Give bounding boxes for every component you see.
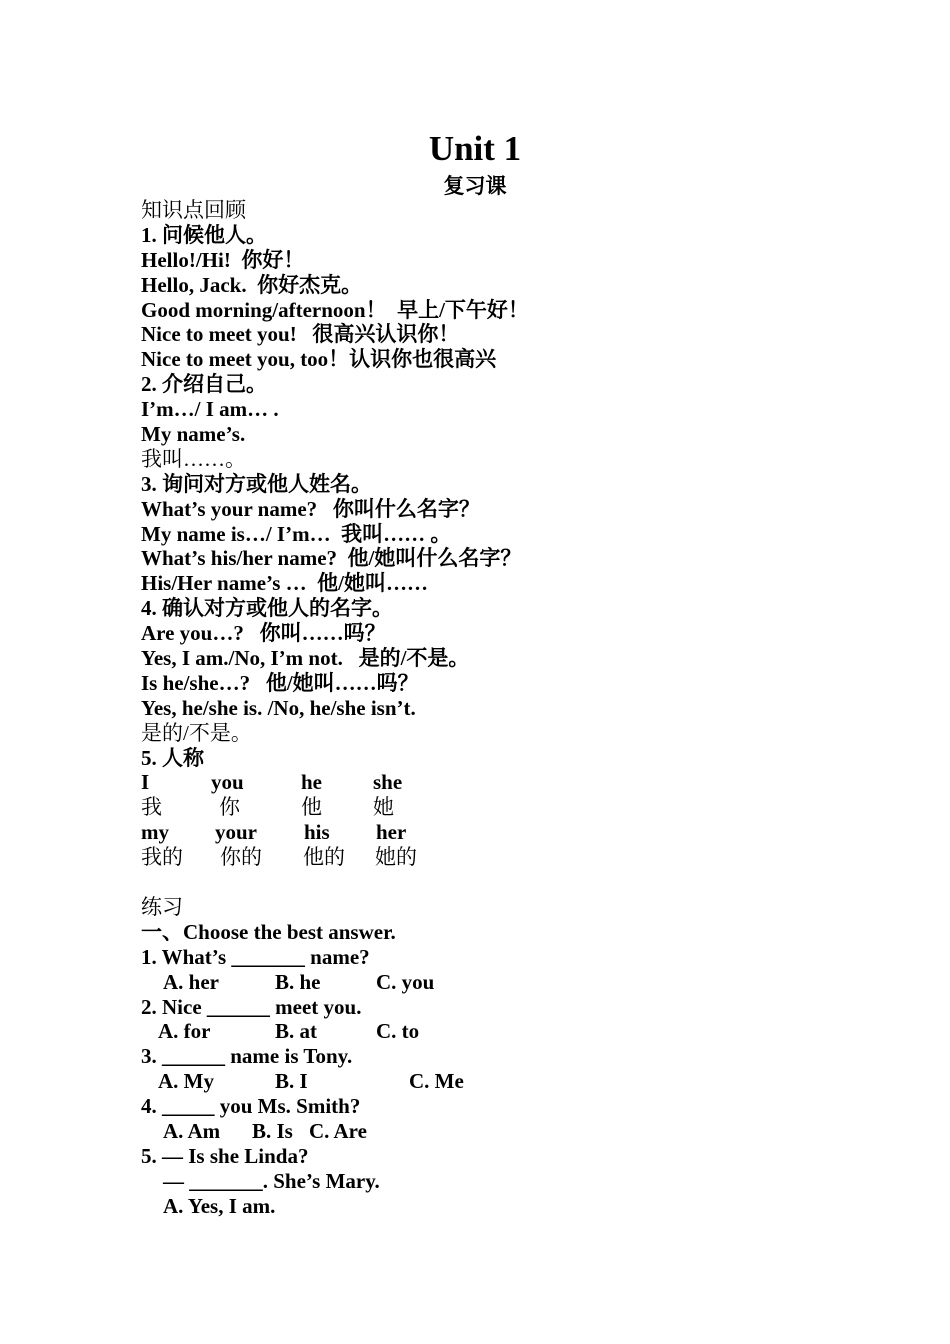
option-c: C. Me bbox=[409, 1069, 464, 1094]
pronoun-cell: I bbox=[141, 770, 150, 795]
pronoun-cell: 他的 bbox=[303, 845, 345, 870]
example-line: Good morning/afternoon！ 早上/下午好！ bbox=[141, 297, 529, 322]
answer-options bbox=[141, 1019, 921, 1044]
exercise-instruction: 一、Choose the best answer. bbox=[141, 919, 396, 944]
pronoun-cell: your bbox=[215, 820, 257, 845]
example-line: Is he/she…? 他/她叫……吗？ bbox=[141, 670, 419, 695]
blank-line bbox=[141, 870, 921, 895]
example-line: 是的/不是。 bbox=[141, 720, 252, 745]
practice-heading: 练习 bbox=[141, 894, 183, 919]
question-stem: 4. _____ you Ms. Smith? bbox=[141, 1094, 361, 1119]
option-a: A. her bbox=[163, 969, 219, 994]
option-c: C. you bbox=[376, 969, 435, 994]
section-heading: 2. 介绍自己。 bbox=[141, 372, 267, 397]
page-subtitle: 复习课 bbox=[443, 174, 507, 198]
question-stem: 5. — Is she Linda? bbox=[141, 1143, 309, 1168]
pronoun-cell: my bbox=[141, 820, 169, 845]
option-b: B. at bbox=[275, 1019, 317, 1044]
pronoun-row bbox=[141, 795, 921, 820]
option-b: B. I bbox=[275, 1069, 308, 1094]
pronoun-cell: 你的 bbox=[220, 845, 262, 870]
pronoun-cell: his bbox=[304, 820, 330, 845]
question-stem: 3. ______ name is Tony. bbox=[141, 1044, 353, 1069]
option-a: A. Am bbox=[163, 1118, 221, 1143]
option-b: B. Is bbox=[252, 1118, 293, 1143]
example-line: Yes, he/she is. /No, he/she isn’t. bbox=[141, 695, 416, 720]
example-line: My name is…/ I’m… 我叫…… 。 bbox=[141, 521, 452, 546]
pronoun-row bbox=[141, 820, 921, 845]
option-a: A. Yes, I am. bbox=[163, 1193, 276, 1218]
example-line: Nice to meet you, too！认识你也很高兴 bbox=[141, 347, 497, 372]
review-heading: 知识点回顾 bbox=[141, 198, 246, 222]
page-title: Unit 1 bbox=[428, 129, 522, 168]
option-c: C. Are bbox=[309, 1118, 367, 1143]
example-line: Nice to meet you! 很高兴认识你！ bbox=[141, 322, 460, 347]
option-a: A. My bbox=[158, 1069, 214, 1094]
option-a: A. for bbox=[158, 1019, 211, 1044]
answer-options bbox=[141, 1119, 921, 1144]
pronoun-cell: he bbox=[301, 770, 322, 795]
question-stem: 1. What’s _______ name? bbox=[141, 944, 370, 969]
pronoun-cell: 他 bbox=[301, 795, 322, 820]
pronoun-cell: 她的 bbox=[375, 845, 417, 870]
pronoun-cell: you bbox=[211, 770, 244, 795]
pronoun-cell: 我 bbox=[141, 795, 162, 820]
answer-options bbox=[141, 1194, 921, 1219]
section-heading: 5. 人称 bbox=[141, 745, 204, 770]
answer-options bbox=[141, 1069, 921, 1094]
answer-options bbox=[141, 970, 921, 995]
pronoun-cell: 我的 bbox=[141, 845, 183, 870]
example-line: Hello, Jack. 你好杰克。 bbox=[141, 272, 363, 297]
example-line: I’m…/ I am… . bbox=[141, 397, 279, 422]
pronoun-cell: she bbox=[373, 770, 403, 795]
pronoun-cell: 她 bbox=[373, 795, 394, 820]
example-line: What’s his/her name? 他/她叫什么名字？ bbox=[141, 546, 522, 571]
question-stem: 2. Nice ______ meet you. bbox=[141, 994, 362, 1019]
example-line: My name’s. bbox=[141, 422, 246, 447]
option-c: C. to bbox=[376, 1019, 420, 1044]
example-line: Yes, I am./No, I’m not. 是的/不是。 bbox=[141, 646, 470, 671]
section-heading: 1. 问候他人。 bbox=[141, 222, 267, 247]
example-line: 我叫……。 bbox=[141, 446, 246, 471]
section-heading: 4. 确认对方或他人的名字。 bbox=[141, 596, 393, 621]
example-line: His/Her name’s … 他/她叫…… bbox=[141, 571, 428, 596]
pronoun-row bbox=[141, 845, 921, 870]
pronoun-cell: her bbox=[376, 820, 407, 845]
question-reply: — _______. She’s Mary. bbox=[163, 1168, 380, 1193]
example-line: Are you…? 你叫……吗？ bbox=[141, 621, 386, 646]
example-line: Hello!/Hi! 你好！ bbox=[141, 247, 305, 272]
document-body bbox=[141, 198, 921, 1219]
section-heading: 3. 询问对方或他人姓名。 bbox=[141, 471, 372, 496]
option-b: B. he bbox=[275, 969, 321, 994]
pronoun-row bbox=[141, 770, 921, 795]
pronoun-cell: 你 bbox=[219, 795, 240, 820]
example-line: What’s your name? 你叫什么名字？ bbox=[141, 496, 480, 521]
